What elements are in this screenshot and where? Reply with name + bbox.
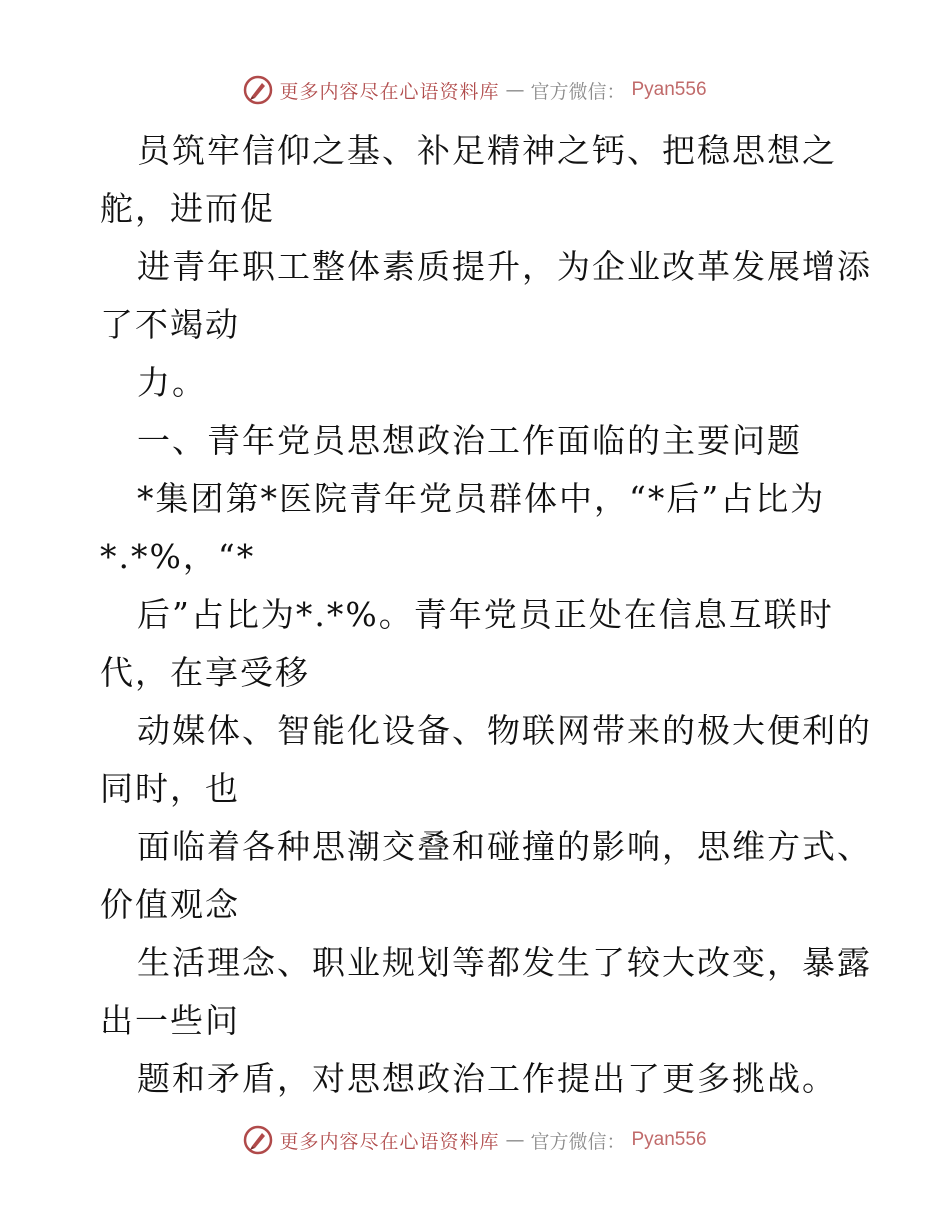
text-line: *.*%，“*	[100, 537, 256, 576]
text-line: 出一些问	[100, 1001, 240, 1040]
text-line: 代，在享受移	[100, 653, 310, 692]
text-line: 生活理念、职业规划等都发生了较大改变，暴露	[137, 943, 872, 982]
document-body	[100, 122, 872, 1108]
text-line: 动媒体、智能化设备、物联网带来的极大便利的	[137, 711, 872, 750]
text-line: 题和矛盾，对思想政治工作提出了更多挑战。	[137, 1059, 837, 1098]
watermark-main-text: 更多内容尽在心语资料库	[279, 1130, 500, 1153]
pen-logo-icon	[243, 75, 273, 105]
watermark-wechat-id: Pyan556	[631, 1129, 707, 1150]
text-line: 舵，进而促	[100, 189, 275, 228]
watermark-wechat-id: Pyan556	[631, 79, 707, 100]
text-line: 面临着各种思潮交叠和碰撞的影响，思维方式、	[137, 827, 872, 866]
section-heading: 一、青年党员思想政治工作面临的主要问题	[137, 421, 802, 460]
text-line: 进青年职工整体素质提升，为企业改革发展增添	[137, 247, 872, 286]
text-line: 同时，也	[100, 769, 240, 808]
watermark-main-text: 更多内容尽在心语资料库	[279, 80, 500, 103]
watermark-label: 官方微信：	[530, 1130, 626, 1153]
watermark-separator: —	[505, 79, 525, 101]
header-watermark	[0, 72, 950, 108]
text-line: *集团第*医院青年党员群体中，“*后”占比为	[137, 479, 826, 518]
text-line: 后”占比为*.*%。青年党员正处在信息互联时	[137, 595, 834, 634]
watermark-separator: —	[505, 1129, 525, 1151]
text-line: 价值观念	[100, 885, 240, 924]
text-line: 员筑牢信仰之基、补足精神之钙、把稳思想之	[137, 131, 837, 170]
text-line: 力。	[137, 363, 207, 402]
footer-watermark	[0, 1122, 950, 1158]
watermark-label: 官方微信：	[530, 80, 626, 103]
text-line: 了不竭动	[100, 305, 240, 344]
pen-logo-icon	[243, 1125, 273, 1155]
